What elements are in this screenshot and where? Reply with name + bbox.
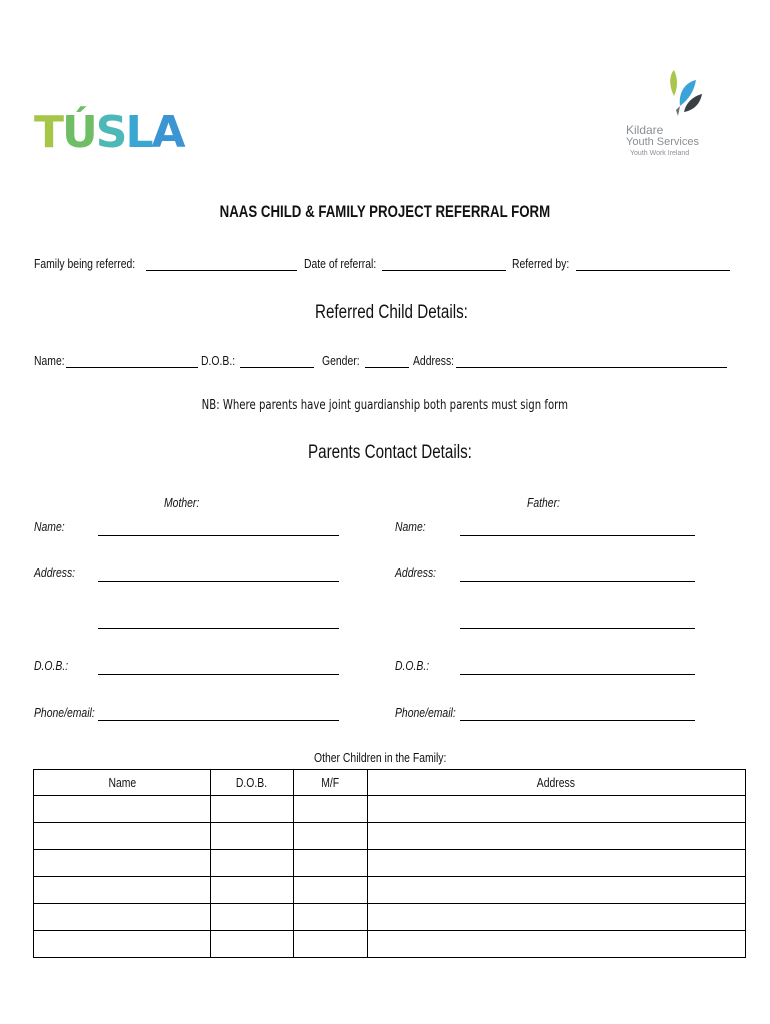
mother-heading: Mother:	[164, 495, 200, 510]
father-phone-label: Phone/email:	[395, 705, 456, 720]
column-header-dob: D.O.B.	[210, 770, 293, 796]
tusla-letter: L	[125, 107, 152, 158]
name-cell[interactable]	[34, 904, 211, 931]
kildare-line-3: Youth Work Ireland	[630, 150, 690, 157]
dob-cell[interactable]	[210, 850, 293, 877]
dob-cell[interactable]	[210, 796, 293, 823]
address-cell[interactable]	[367, 823, 745, 850]
child-gender-field[interactable]	[365, 367, 409, 368]
date-of-referral-label: Date of referral:	[304, 256, 377, 271]
kildare-line-1: Kildare	[626, 123, 664, 137]
table-row	[34, 796, 746, 823]
father-heading: Father:	[527, 495, 560, 510]
mother-dob-field[interactable]	[98, 674, 339, 675]
table-row	[34, 904, 746, 931]
mother-address-label: Address:	[34, 565, 76, 580]
child-dob-field[interactable]	[240, 367, 314, 368]
dob-cell[interactable]	[210, 904, 293, 931]
dob-cell[interactable]	[210, 931, 293, 958]
mf-cell[interactable]	[293, 904, 367, 931]
tusla-letter: S	[95, 107, 126, 158]
leaves-icon	[622, 66, 714, 126]
child-name-field[interactable]	[66, 367, 198, 368]
mf-cell[interactable]	[293, 850, 367, 877]
table-row	[34, 877, 746, 904]
kildare-line-2: Youth Services	[626, 136, 699, 148]
mother-phone-label: Phone/email:	[34, 705, 95, 720]
dob-cell[interactable]	[210, 877, 293, 904]
column-header-mf: M/F	[293, 770, 367, 796]
column-header-name: Name	[34, 770, 211, 796]
name-cell[interactable]	[34, 877, 211, 904]
mother-name-label: Name:	[34, 519, 65, 534]
father-address-field-2[interactable]	[460, 628, 695, 629]
name-cell[interactable]	[34, 850, 211, 877]
table-row	[34, 931, 746, 958]
date-of-referral-field[interactable]	[382, 270, 506, 271]
mf-cell[interactable]	[293, 931, 367, 958]
child-address-label: Address:	[413, 353, 455, 368]
child-name-label: Name:	[34, 353, 65, 368]
referred-by-field[interactable]	[576, 270, 730, 271]
tusla-letter: A	[151, 107, 184, 158]
name-cell[interactable]	[34, 796, 211, 823]
father-phone-field[interactable]	[460, 720, 695, 721]
name-cell[interactable]	[34, 823, 211, 850]
kildare-youth-services-logo	[622, 66, 714, 178]
mother-phone-field[interactable]	[98, 720, 339, 721]
address-cell[interactable]	[367, 796, 745, 823]
form-title: NAAS CHILD & FAMILY PROJECT REFERRAL FORM	[219, 202, 551, 221]
address-cell[interactable]	[367, 931, 745, 958]
table-header-row	[34, 770, 746, 796]
referred-child-heading: Referred Child Details:	[315, 302, 468, 323]
father-dob-field[interactable]	[460, 674, 695, 675]
address-cell[interactable]	[367, 904, 745, 931]
father-address-label: Address:	[395, 565, 437, 580]
table-row	[34, 823, 746, 850]
father-dob-label: D.O.B.:	[395, 658, 430, 673]
referred-by-label: Referred by:	[512, 256, 570, 271]
father-name-field[interactable]	[460, 535, 695, 536]
tusla-letter: T	[34, 107, 63, 158]
address-cell[interactable]	[367, 850, 745, 877]
mother-address-field[interactable]	[98, 581, 339, 582]
guardianship-note: NB: Where parents have joint guardianship both parents must sign form	[201, 398, 569, 413]
tusla-logo	[34, 98, 184, 168]
other-children-table	[33, 769, 746, 958]
name-cell[interactable]	[34, 931, 211, 958]
child-address-field[interactable]	[456, 367, 727, 368]
parents-contact-heading: Parents Contact Details:	[308, 442, 472, 463]
column-header-address: Address	[367, 770, 745, 796]
mother-dob-label: D.O.B.:	[34, 658, 69, 673]
mf-cell[interactable]	[293, 877, 367, 904]
mf-cell[interactable]	[293, 796, 367, 823]
other-children-heading: Other Children in the Family:	[314, 750, 447, 765]
child-dob-label: D.O.B.:	[201, 353, 236, 368]
dob-cell[interactable]	[210, 823, 293, 850]
tusla-letter: Ú	[62, 107, 96, 158]
family-referred-field[interactable]	[146, 270, 297, 271]
mother-name-field[interactable]	[98, 535, 339, 536]
family-referred-label: Family being referred:	[34, 256, 136, 271]
father-name-label: Name:	[395, 519, 426, 534]
mf-cell[interactable]	[293, 823, 367, 850]
table-row	[34, 850, 746, 877]
address-cell[interactable]	[367, 877, 745, 904]
mother-address-field-2[interactable]	[98, 628, 339, 629]
father-address-field[interactable]	[460, 581, 695, 582]
child-gender-label: Gender:	[322, 353, 360, 368]
